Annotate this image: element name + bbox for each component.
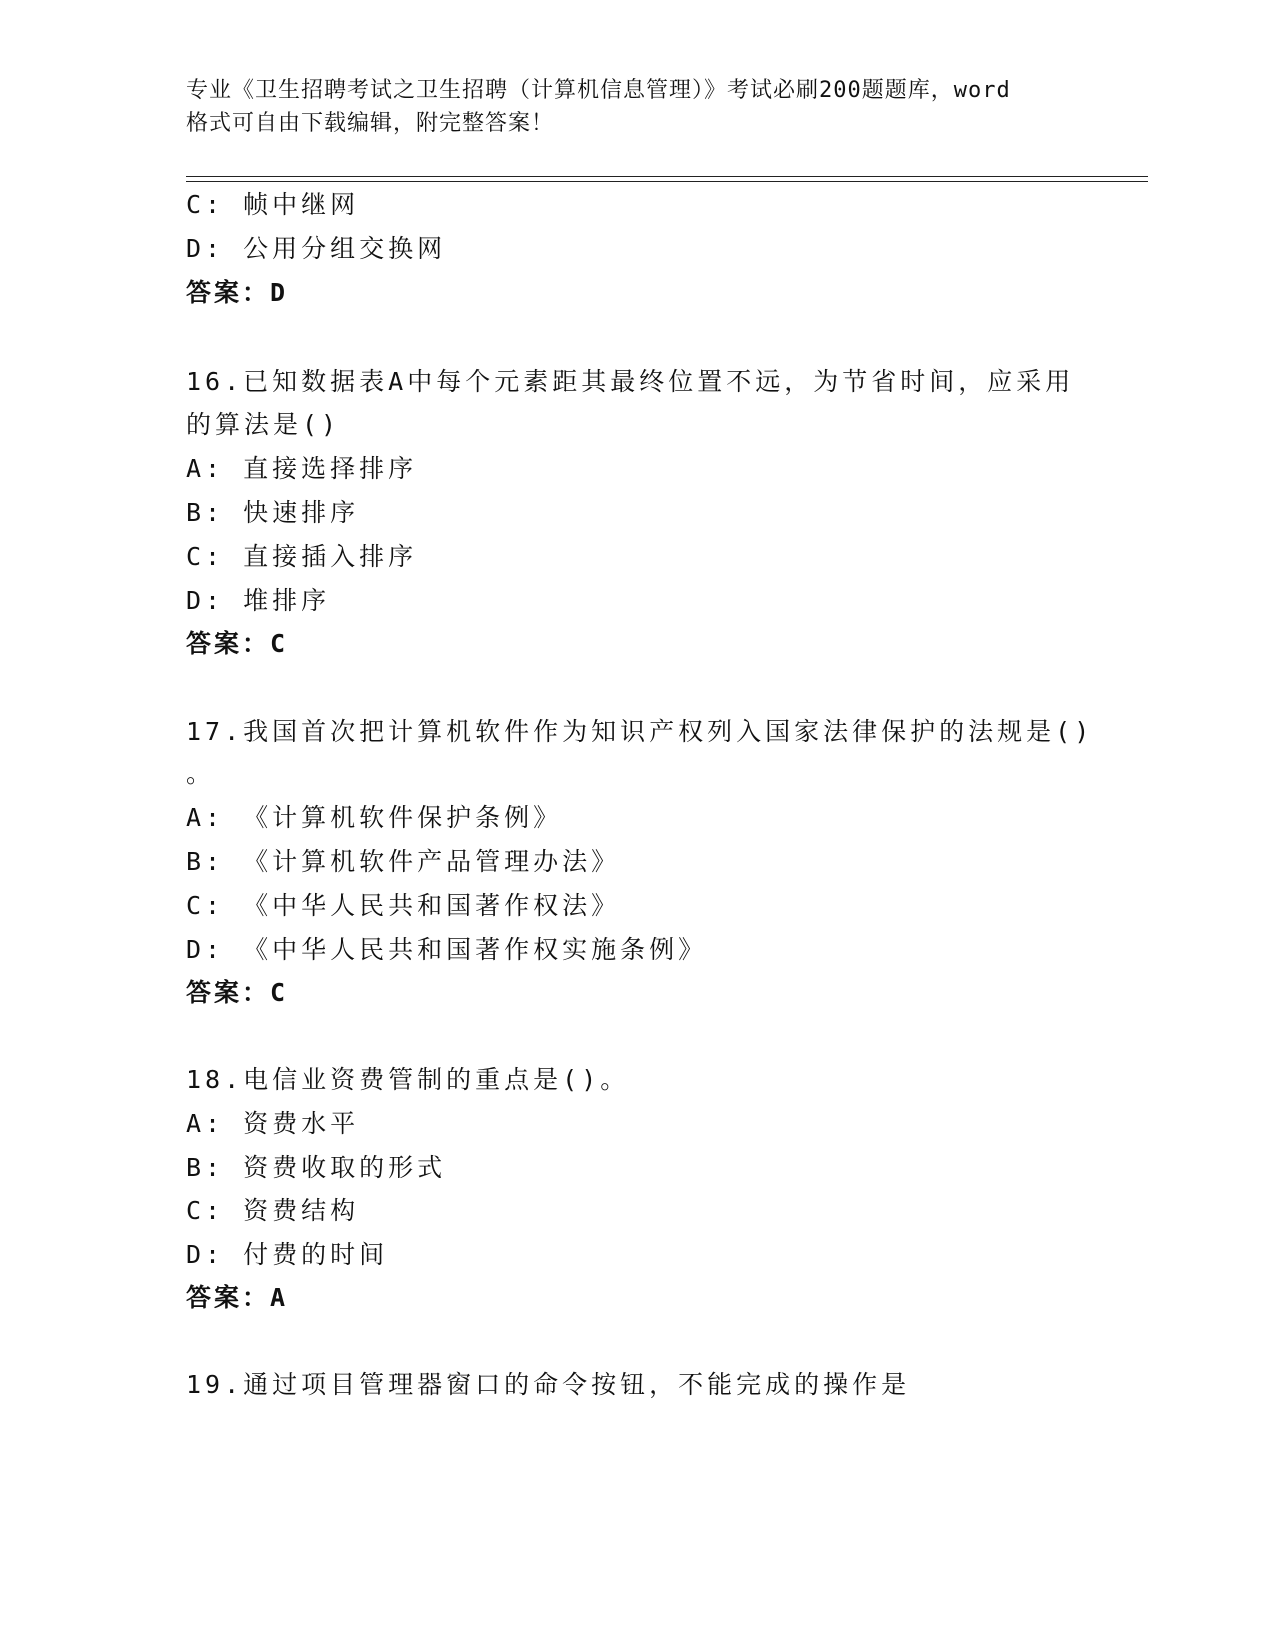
header-line-1: 专业《卫生招聘考试之卫生招聘（计算机信息管理）》考试必刷200题题库，word [186,78,1011,103]
q15-option-d: D: 公用分组交换网 [186,234,447,263]
q16-option-b: B: 快速排序 [186,498,360,527]
header-line-2: 格式可自由下载编辑，附完整答案！ [186,111,555,136]
q17-option-b: B: 《计算机软件产品管理办法》 [186,847,621,876]
q17-answer: 答案：C [186,978,289,1007]
q17-option-c: C: 《中华人民共和国著作权法》 [186,891,621,920]
q19-stem-line-1: 19.通过项目管理器窗口的命令按钮，不能完成的操作是 [186,1370,911,1399]
q18-stem-line-1: 18.电信业资费管制的重点是()。 [186,1065,630,1094]
q15-answer: 答案：D [186,278,289,307]
q17-option-a: A: 《计算机软件保护条例》 [186,803,563,832]
q16-option-c: C: 直接插入排序 [186,542,418,571]
q17-option-d: D: 《中华人民共和国著作权实施条例》 [186,935,708,964]
q17-stem-line-2: 。 [186,759,216,788]
q18-answer: 答案：A [186,1283,289,1312]
header-rule-bottom [186,181,1148,182]
q17-stem-line-1: 17.我国首次把计算机软件作为知识产权列入国家法律保护的法规是() [186,717,1094,746]
header-rule-top [186,176,1148,177]
q16-stem-line-2: 的算法是() [186,410,341,439]
q18-option-c: C: 资费结构 [186,1196,360,1225]
document-header [186,74,1086,140]
q15-option-c: C: 帧中继网 [186,190,360,219]
q18-option-b: B: 资费收取的形式 [186,1153,447,1182]
q18-option-a: A: 资费水平 [186,1109,360,1138]
q16-option-d: D: 堆排序 [186,586,331,615]
q16-stem-line-1: 16.已知数据表A中每个元素距其最终位置不远，为节省时间，应采用 [186,367,1075,396]
q18-option-d: D: 付费的时间 [186,1240,389,1269]
q16-answer: 答案：C [186,629,289,658]
q16-option-a: A: 直接选择排序 [186,454,418,483]
